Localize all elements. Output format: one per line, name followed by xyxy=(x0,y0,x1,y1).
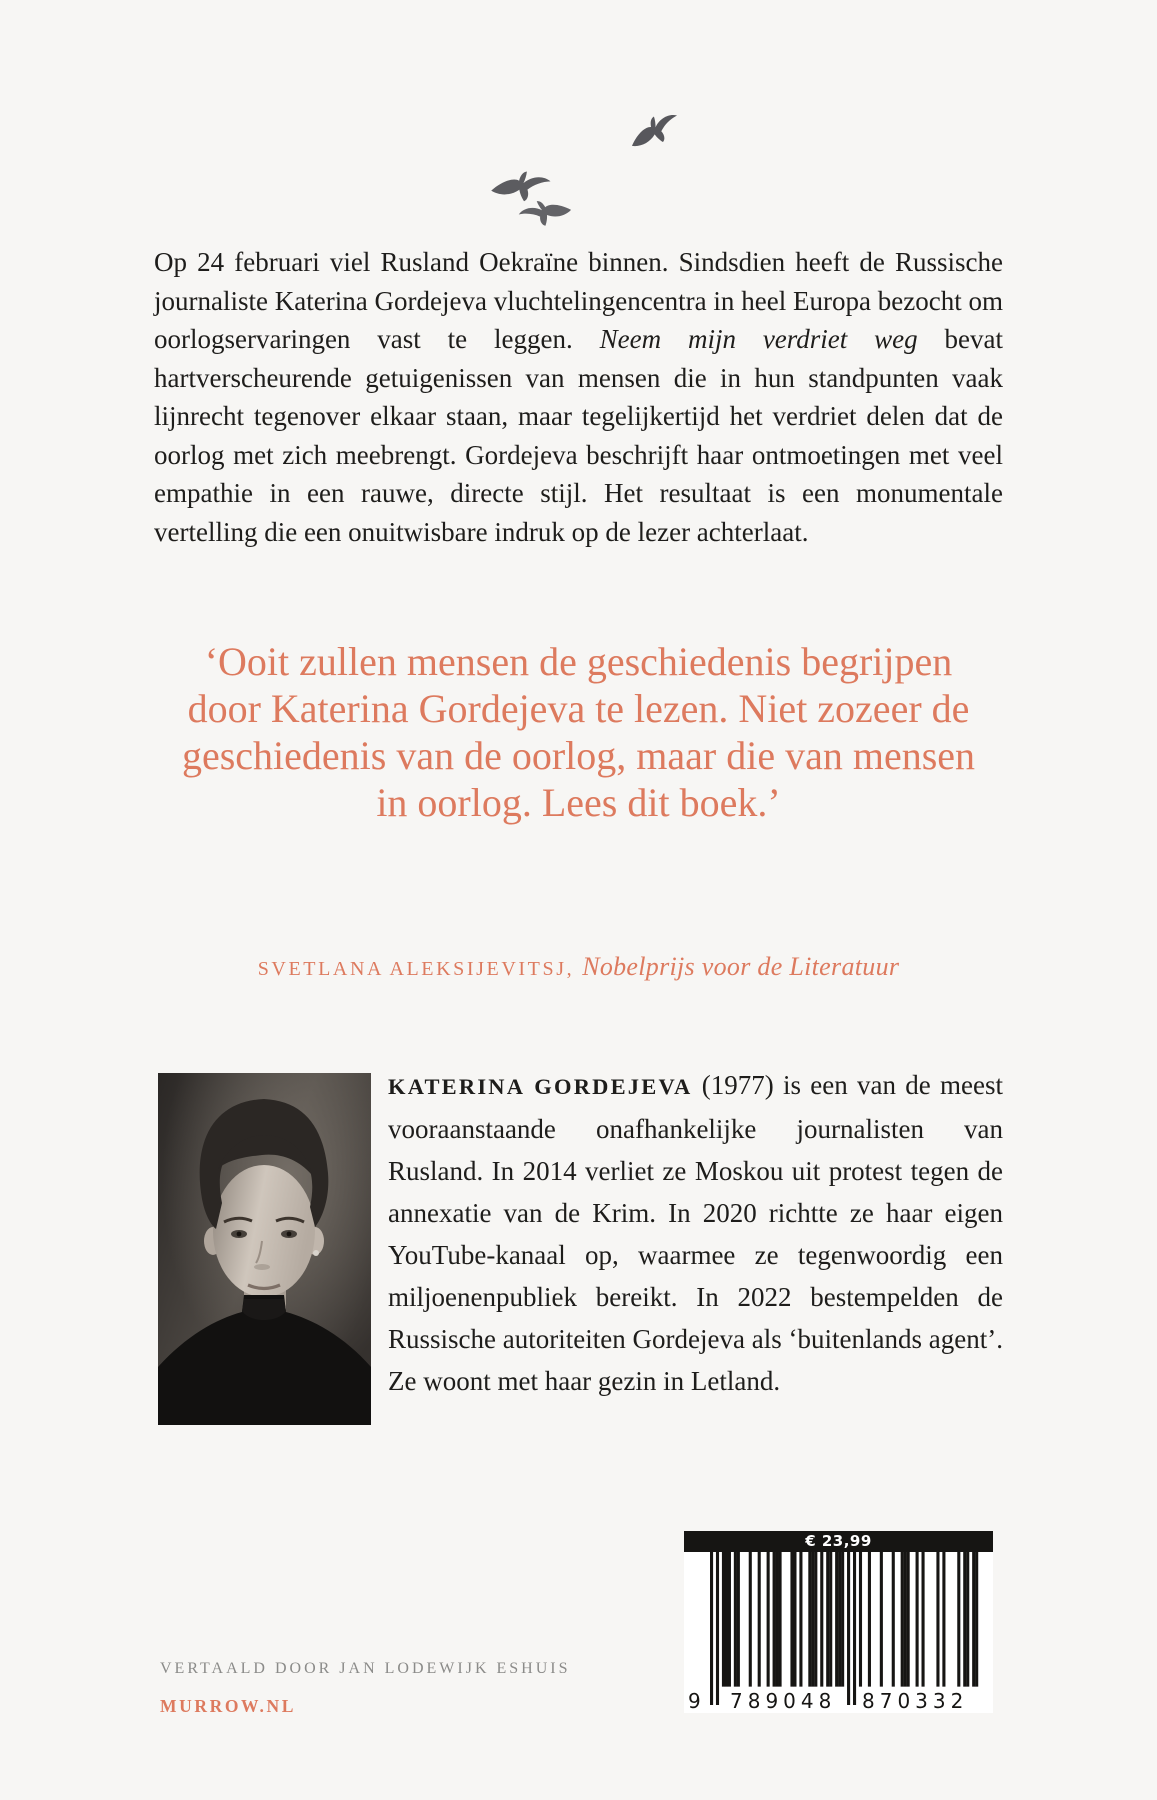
author-photo xyxy=(158,1073,371,1425)
barcode-price-bar xyxy=(684,1531,993,1552)
book-title-italic: Neem mijn verdriet weg xyxy=(599,324,918,354)
quote-line: door Katerina Gordejeva te lezen. Niet zozeer de xyxy=(187,686,970,731)
quote-line: in oorlog. Lees dit boek.’ xyxy=(376,780,781,825)
attribution-name: SVETLANA ALEKSIJEVITSJ, xyxy=(257,958,575,980)
author-name-caps: KATERINA GORDEJEVA xyxy=(388,1074,693,1099)
pull-quote xyxy=(60,638,1097,826)
flying-bird-icon xyxy=(516,195,575,231)
price-label: € 23,99 xyxy=(805,1532,872,1550)
translator-credit: VERTAALD DOOR JAN LODEWIJK ESHUIS xyxy=(160,1660,571,1677)
isbn-digit-first: 9 xyxy=(688,1689,706,1713)
author-bio-text: (1977) is een van de meest vooraanstaande onafhankelijke journalisten van Rusland. In 2014 verliet ze Moskou uit protest tegen de annexatie van de Krim. In 2020 richtte ze haar eigen YouTube-kanaal op, waarmee ze tegenwoordig een miljoenenpubliek bereikt. In 2022 bestempelden de Russische autoriteiten Gordejeva als ‘buitenlands agent’. Ze woont met haar gezin in Letland. xyxy=(388,1070,1003,1396)
author-bio xyxy=(388,1064,1003,1402)
barcode xyxy=(684,1531,993,1713)
quote-attribution xyxy=(60,952,1097,982)
isbn-group-right: 870332 xyxy=(862,1689,969,1713)
barcode-bars xyxy=(710,1552,993,1705)
author-portrait-illustration xyxy=(158,1073,371,1425)
quote-line: geschiedenis van de oorlog, maar die van mensen xyxy=(181,733,976,778)
synopsis-part1: Op 24 februari viel Rusland Oekraïne binnen. Sindsdien heeft de Russische journaliste Katerina Gordejeva vluchtelingencentra in heel Europa bezocht om oorlogservaringen vast te leggen. xyxy=(154,247,1003,354)
publisher-site: MURROW.NL xyxy=(160,1696,297,1716)
synopsis-part2: bevat hartverscheurende getuigenissen van mensen die in hun standpunten vaak lijnrecht tegenover elkaar staan, maar tegelijkertijd het verdriet delen dat de oorlog met zich meebrengt. Gordejeva beschrijft haar ontmoetingen met veel empathie in een rauwe, directe stijl. Het resultaat is een monumentale vertelling die een onuitwisbare indruk op de lezer achterlaat. xyxy=(154,324,1003,547)
isbn-group-left: 789048 xyxy=(730,1689,837,1713)
synopsis-text xyxy=(154,243,1003,551)
quote-line: ‘Ooit zullen mensen de geschiedenis begrijpen xyxy=(204,639,953,684)
flying-bird-icon xyxy=(622,103,688,161)
attribution-title: Nobelprijs voor de Literatuur xyxy=(582,952,900,981)
